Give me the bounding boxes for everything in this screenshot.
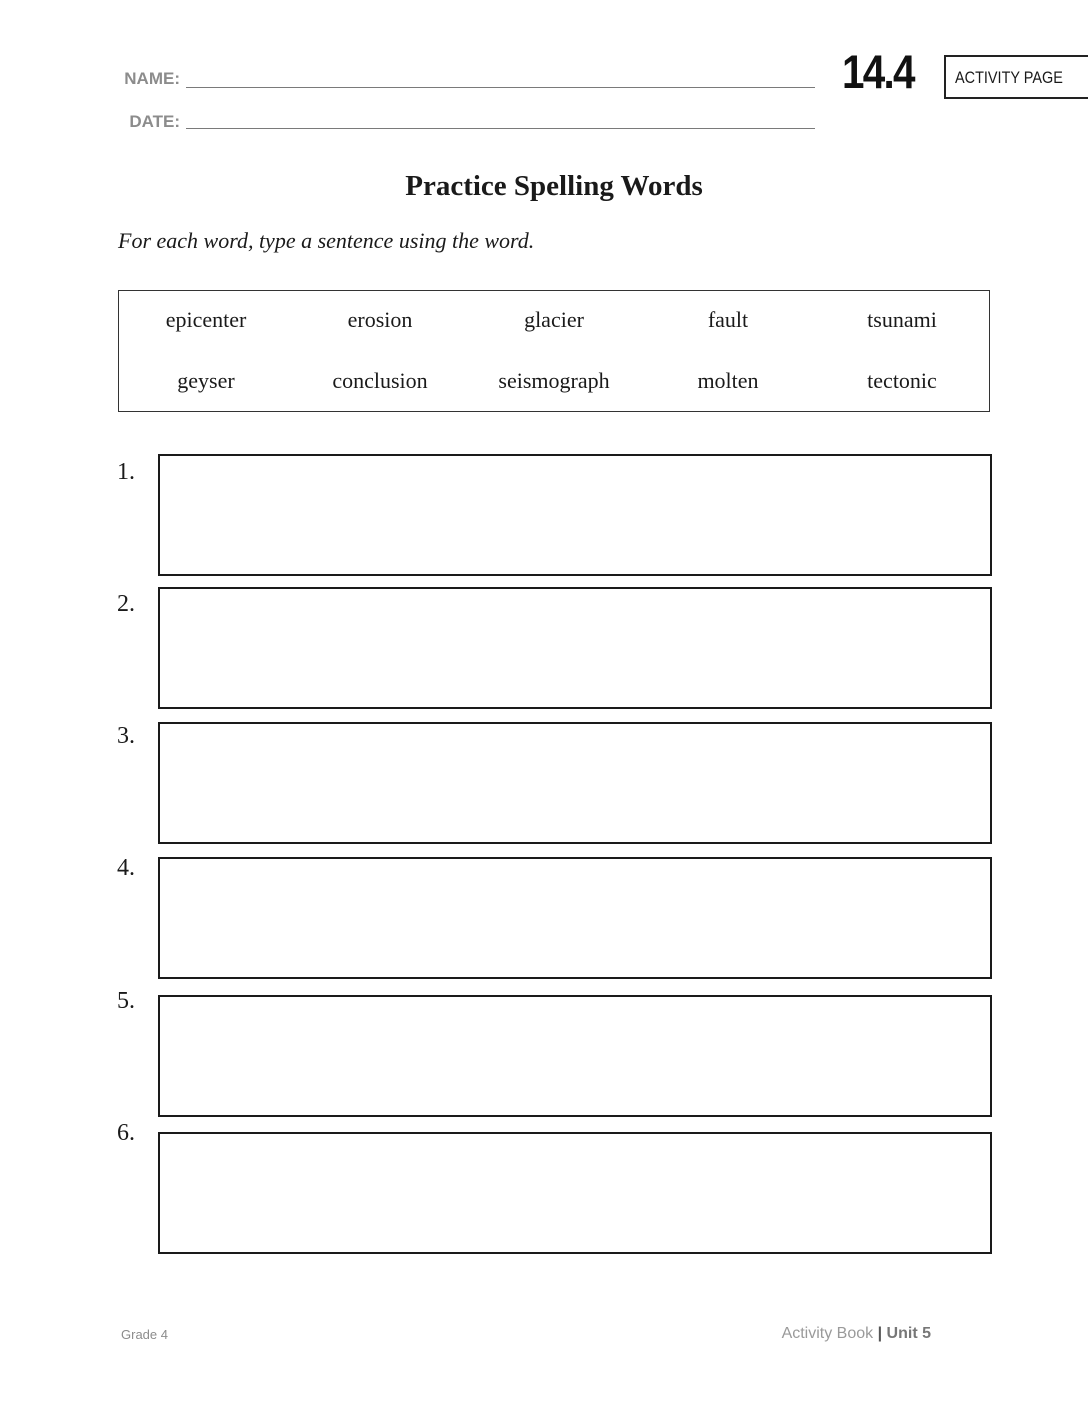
answer-box-6[interactable] — [158, 1132, 992, 1254]
word-bank-word: conclusion — [332, 368, 428, 393]
item-number-1: 1. — [117, 459, 135, 485]
footer-separator: | — [877, 1325, 883, 1342]
item-number-4: 4. — [117, 855, 135, 881]
name-label: NAME: — [124, 69, 180, 88]
answer-box-5[interactable] — [158, 995, 992, 1117]
instructions: For each word, type a sentence using the word. — [118, 228, 535, 253]
word-bank-word: tsunami — [867, 307, 937, 332]
date-field[interactable] — [186, 128, 815, 129]
answer-box-3[interactable] — [158, 722, 992, 844]
activity-page-label: ACTIVITY PAGE — [955, 68, 1063, 87]
item-number-2: 2. — [117, 591, 135, 617]
word-bank-row — [119, 307, 989, 333]
answer-box-2[interactable] — [158, 587, 992, 709]
activity-page-tag — [944, 55, 1088, 99]
footer-book: Activity Book — [781, 1325, 874, 1342]
footer-grade: Grade 4 — [121, 1327, 168, 1342]
page-title: Practice Spelling Words — [405, 170, 703, 202]
item-number-5: 5. — [117, 988, 135, 1014]
word-bank-word: geyser — [177, 368, 235, 393]
footer-unit: Unit 5 — [886, 1325, 931, 1342]
word-bank-row — [119, 368, 989, 394]
name-field[interactable] — [186, 87, 815, 88]
word-bank-word: glacier — [524, 307, 584, 332]
word-bank — [118, 290, 990, 412]
word-bank-word: seismograph — [498, 368, 610, 393]
date-label: DATE: — [129, 112, 180, 131]
word-bank-word: erosion — [347, 307, 413, 332]
answer-box-4[interactable] — [158, 857, 992, 979]
word-bank-word: fault — [707, 307, 749, 332]
answer-box-1[interactable] — [158, 454, 992, 576]
item-number-3: 3. — [117, 723, 135, 749]
footer-book-info — [782, 1325, 931, 1343]
item-number-6: 6. — [117, 1120, 135, 1146]
word-bank-word: epicenter — [165, 307, 247, 332]
word-bank-word: tectonic — [867, 368, 937, 393]
lesson-number: 14.4 — [842, 45, 914, 98]
word-bank-word: molten — [697, 368, 759, 393]
